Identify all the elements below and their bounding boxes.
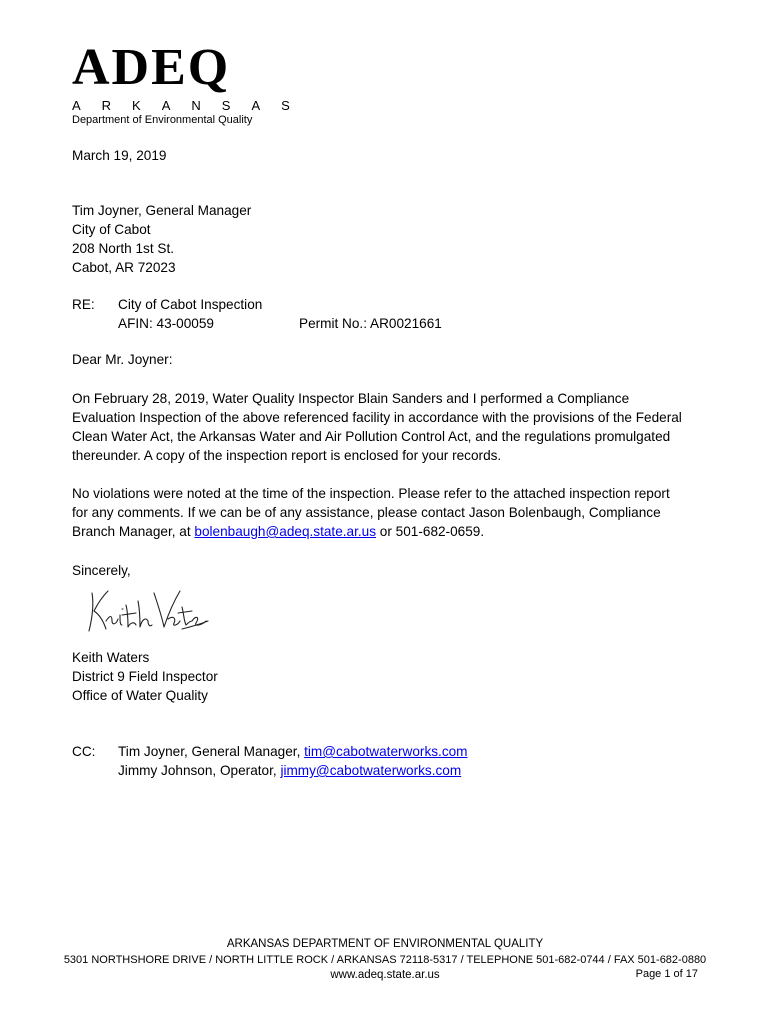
compliance-email-link[interactable]: bolenbaugh@adeq.state.ar.us: [194, 524, 377, 539]
handwritten-signature: [82, 585, 212, 637]
recipient-line: 208 North 1st St.: [72, 241, 175, 256]
footer-department: ARKANSAS DEPARTMENT OF ENVIRONMENTAL QUALITY: [226, 938, 544, 950]
body-line: No violations were noted at the time of the inspection. Please refer to the attached inspection report: [72, 486, 670, 501]
body-text: or 501-682-0659.: [376, 524, 485, 539]
re-subject: City of Cabot Inspection: [118, 297, 263, 312]
footer-address: 5301 NORTHSHORE DRIVE / NORTH LITTLE ROCK / ARKANSAS 72118-5317 / TELEPHONE 501-682-0744 / FAX 501-682-0880: [63, 954, 707, 966]
cc-text: Jimmy Johnson, Operator,: [118, 763, 281, 778]
body-line: Evaluation Inspection of the above referenced facility in accordance with the provisions of the Federal: [72, 410, 682, 425]
body-text: Branch Manager, at: [72, 524, 195, 539]
cc-email-link[interactable]: tim@cabotwaterworks.com: [304, 744, 468, 759]
re-permit: Permit No.: AR0021661: [299, 316, 442, 331]
body-line: thereunder. A copy of the inspection report is enclosed for your records.: [72, 448, 502, 463]
cc-label: CC:: [72, 744, 96, 759]
body-line: for any comments. If we can be of any assistance, please contact Jason Bolenbaugh, Compliance: [72, 505, 661, 520]
adeq-logo: ADEQ: [72, 39, 231, 96]
logo-department: Department of Environmental Quality: [72, 114, 253, 126]
re-label: RE:: [72, 297, 95, 312]
signer-title: District 9 Field Inspector: [72, 669, 218, 684]
recipient-line: Tim Joyner, General Manager: [72, 203, 252, 218]
salutation: Dear Mr. Joyner:: [72, 352, 173, 367]
body-line: [72, 522, 484, 541]
footer-website: www.adeq.state.ar.us: [330, 969, 440, 981]
signer-office: Office of Water Quality: [72, 688, 208, 703]
re-afin: AFIN: 43-00059: [118, 316, 214, 331]
cc-line: [118, 761, 461, 780]
recipient-line: Cabot, AR 72023: [72, 260, 176, 275]
cc-email-link[interactable]: jimmy@cabotwaterworks.com: [280, 763, 462, 778]
recipient-line: City of Cabot: [72, 222, 151, 237]
cc-line: [118, 742, 468, 761]
logo-state-name: ARKANSAS: [72, 98, 311, 113]
body-line: On February 28, 2019, Water Quality Inspector Blain Sanders and I performed a Compliance: [72, 391, 630, 406]
closing: Sincerely,: [72, 563, 131, 578]
cc-text: Tim Joyner, General Manager,: [118, 744, 305, 759]
body-line: Clean Water Act, the Arkansas Water and Air Pollution Control Act, and the regulations promulgated: [72, 429, 671, 444]
page-number: Page 1 of 17: [635, 968, 698, 980]
letter-date: March 19, 2019: [72, 148, 167, 163]
signer-name: Keith Waters: [72, 650, 150, 665]
